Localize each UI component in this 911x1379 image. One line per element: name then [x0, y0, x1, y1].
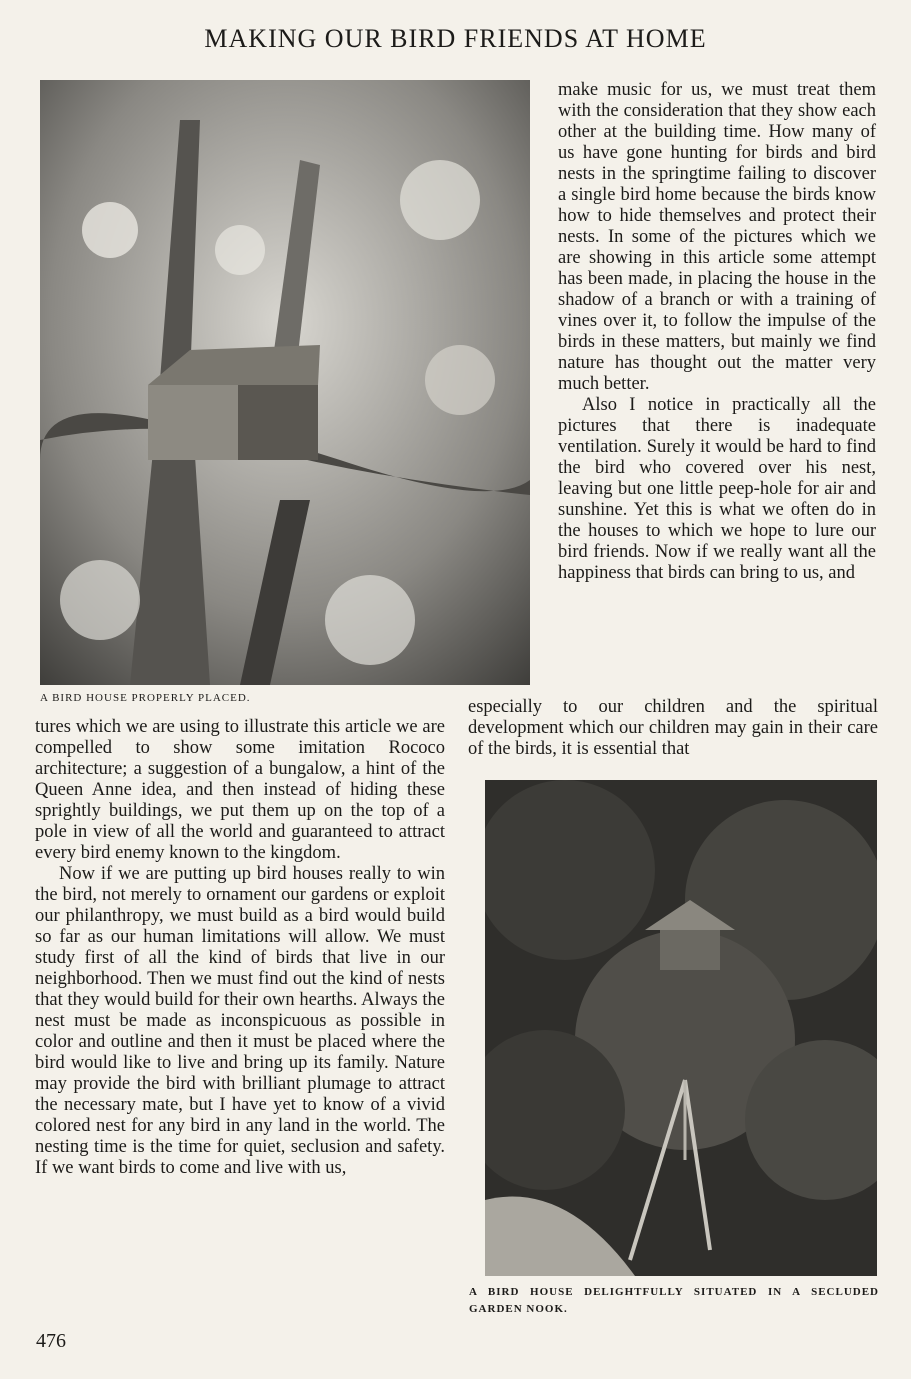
left-column-text	[35, 717, 445, 1179]
right-paragraph-1: make music for us, we must treat them with the consideration that they show each other at the building time. How many of us have gone hunting for birds and bird nests in the springtime failing to discover a single bird home because the birds know how to hide themselves and protect their nests. In some of the pictures which we are showing in this article some attempt has been made, in placing the house in the shadow of a branch or with a training of vines over it, to follow the impulse of the birds in these matters, but mainly we find nature has thought out the matter very much better.	[558, 80, 876, 394]
left-paragraph-1: tures which we are using to illustrate this article we are compelled to show some imitation Rococo architecture; a suggestion of a bungalow, a hint of the Queen Anne idea, and then instead of hiding these sprightly buildings, we put them up on the top of a pole in view of all the world and guaranteed to attract every bird enemy known to the kingdom.	[35, 717, 445, 863]
page-number: 476	[36, 1330, 66, 1352]
right-paragraph-2: Also I notice in practically all the pictures that there is inadequate ventilation. Surely it would be hard to find the bird who covered over his nest, leaving but one little peep-hole for air and sunshine. Yet this is what we often do in the houses to which we hope to lure our bird friends. Now if we really want all the happiness that birds can bring to us, and	[558, 395, 876, 583]
figure-caption-2: A BIRD HOUSE DELIGHTFULLY SITUATED IN A SECLUDED GARDEN NOOK.	[469, 1286, 879, 1315]
page-title: MAKING OUR BIRD FRIENDS AT HOME	[204, 24, 707, 53]
right-paragraph-2-continued: especially to our children and the spiritual development which our children may gain in their care of the birds, it is essential that	[468, 697, 878, 759]
bird-house-tree-photo	[40, 80, 530, 685]
left-paragraph-2: Now if we are putting up bird houses really to win the bird, not merely to ornament our gardens or exploit our philanthropy, we must build as a bird would build so far as our human limitations will allow. We must study first of all the kind of birds that live in our neighborhood. Then we must find out the kind of nests that they would build for their own hearths. Always the nest must be made as inconspicuous as possible in color and outline and then it must be placed where the bird would like to live and bring up its family. Nature may provide the bird with brilliant plumage to attract the necessary mate, but I have yet to know of a vivid colored nest for any bird in any land in the world. The nesting time is the time for quiet, seclusion and safety. If we want birds to come and live with us,	[35, 864, 445, 1178]
figure-caption-1: A BIRD HOUSE PROPERLY PLACED.	[40, 692, 251, 704]
right-column-wide-text	[468, 697, 878, 760]
right-column-text	[558, 80, 876, 584]
garden-nook-photo	[485, 780, 877, 1276]
